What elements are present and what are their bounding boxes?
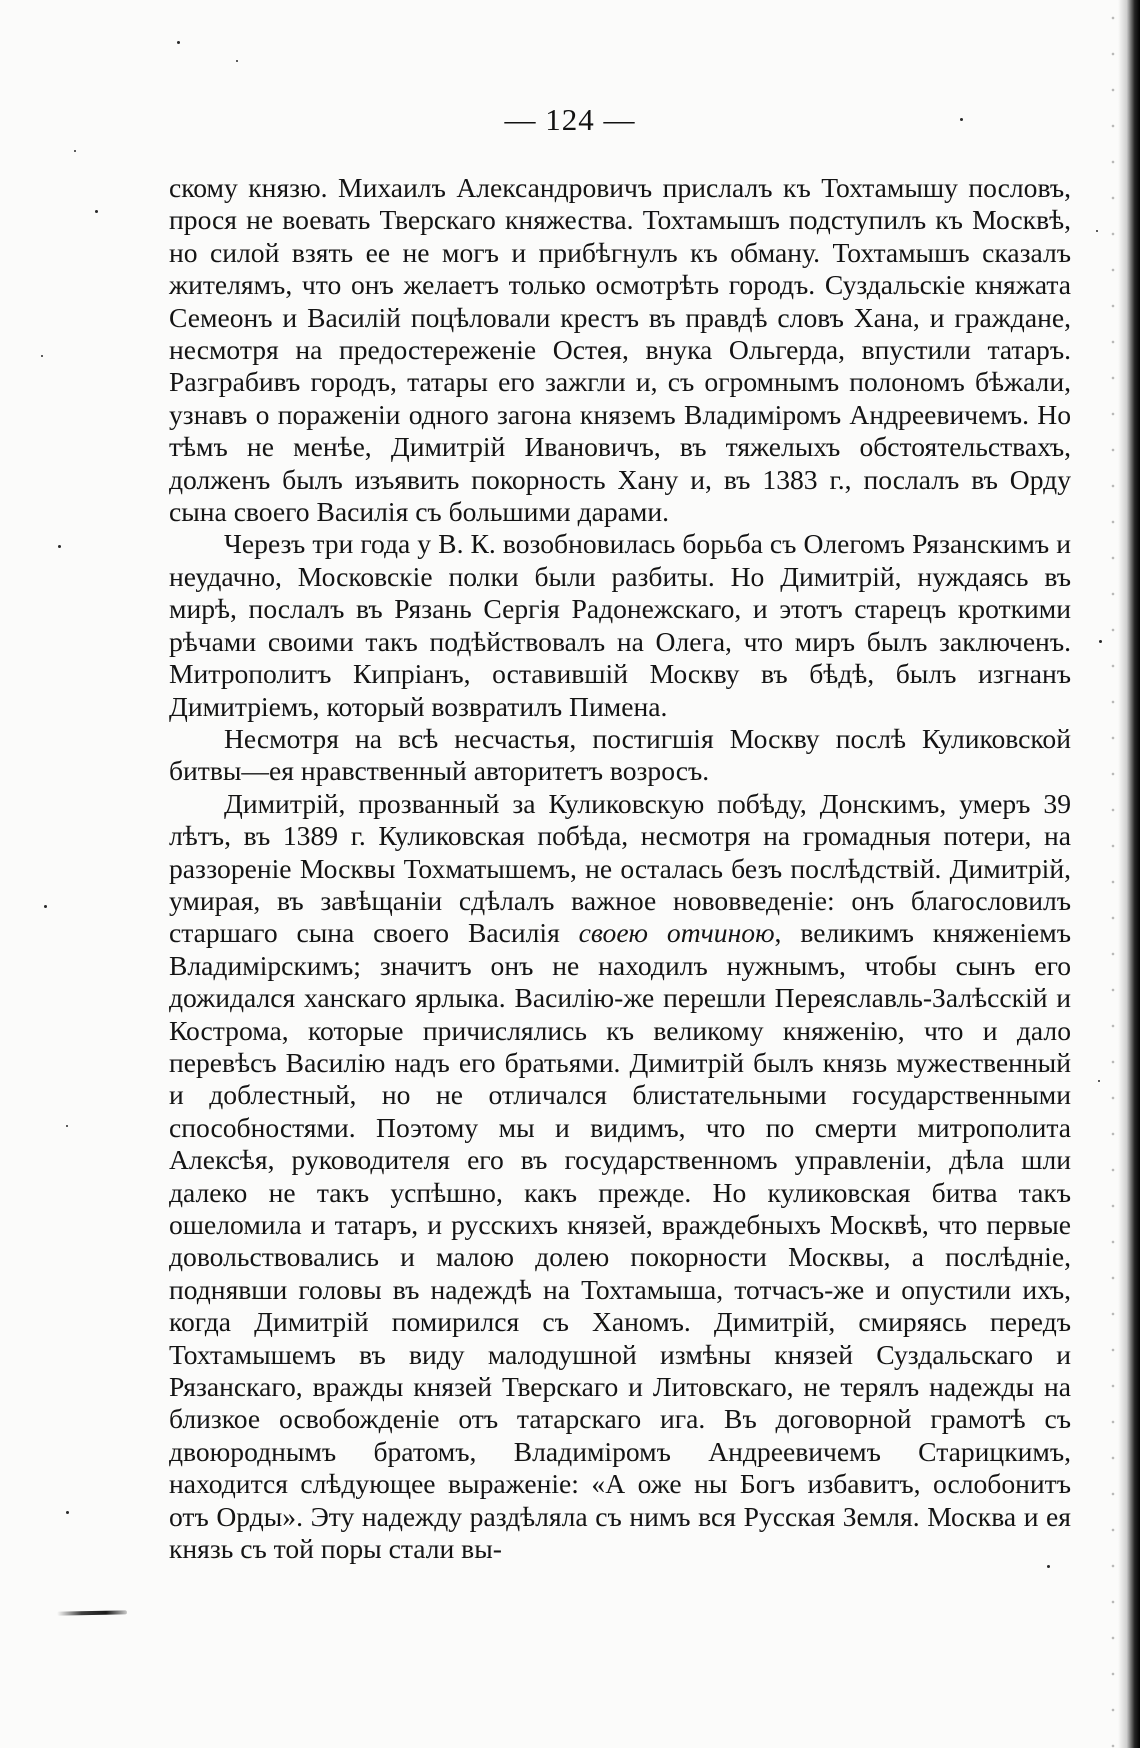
paragraph-4-part-1: Димитрій, прозванный за Куликовскую побѣду, Донскимъ, умеръ 39 лѣтъ, въ 1389 г. Куликовская побѣда, несмотря на громадныя потери, на раззореніе Москвы Тохматышемъ, не осталась безъ послѣдствій. Димитрій, умирая, въ завѣщаніи сдѣлалъ важное нововведеніе: онъ благословилъ старшаго сына своего Василія — [169, 787, 1071, 949]
paragraph-3: Несмотря на всѣ несчастья, постигшія Москву послѣ Куликовской битвы—ея нравственный авторитетъ возросъ. — [169, 722, 1071, 787]
page-number: — 124 — — [504, 102, 636, 137]
text-body — [169, 172, 1071, 1565]
ink-fleck — [41, 355, 43, 357]
ink-fleck — [66, 1511, 69, 1514]
ink-fleck — [177, 41, 180, 44]
paragraph-4-part-2: , великимъ княженіемъ Владимірскимъ; значитъ онъ не находилъ нужнымъ, чтобы сынъ его дожидался ханскаго ярлыка. Василію-же перешли Переяславль-Залѣсскій и Кострома, которые причислялись къ великому княженію, что и дало перевѣсъ Василію надъ его братьями. Димитрій былъ князь мужественный и доблестный, но не отличался блистательными государственными способностями. Поэтому мы и видимъ, что по смерти митрополита Алексѣя, руководителя его въ государственномъ управленіи, дѣла шли далеко не такъ успѣшно, какъ прежде. Но куликовская битва такъ ошеломила и татаръ, и русскихъ князей, враждебныхъ Москвѣ, что первые довольствовались и малою долею покорности Москвы, а послѣдніе, поднявши головы въ надеждѣ на Тохтамыша, тотчасъ-же и опустили ихъ, когда Димитрій помирился съ Ханомъ. Димитрій, смиряясь передъ Тохтамышемъ въ виду малодушной измѣны князей Суздальскаго и Рязанскаго, вражды князей Тверскаго и Литовскаго, не терялъ надежды на близкое освобожденіе отъ татарскаго ига. Въ договорной грамотѣ съ двоюроднымъ братомъ, Владиміромъ Андреевичемъ Старицкимъ, находится слѣдующее выраженіе: «А оже ны Богъ избавитъ, ослобонитъ отъ Орды». Эту надежду раздѣляла съ нимъ вся Русская Земля. Москва и ея князь съ той поры стали вы- — [169, 917, 1071, 1565]
ink-fleck — [58, 545, 61, 548]
ink-fleck — [1098, 1080, 1100, 1082]
ink-fleck — [236, 60, 238, 62]
page-edge-speckles — [1108, 0, 1118, 1748]
ink-fleck — [44, 905, 47, 908]
ink-fleck — [1047, 1565, 1050, 1568]
ink-fleck — [74, 150, 76, 152]
ink-fleck — [1096, 230, 1098, 232]
page-edge-shadow — [1118, 0, 1140, 1748]
ink-smudge — [57, 1610, 127, 1615]
ink-fleck — [960, 118, 963, 121]
ink-fleck — [95, 210, 98, 213]
paragraph-4 — [169, 788, 1071, 1566]
paragraph-2: Черезъ три года у В. К. возобновилась борьба съ Олегомъ Рязанскимъ и неудачно, Московскіе полки были разбиты. Но Димитрій, нуждаясь въ мирѣ, послалъ въ Рязань Сергія Радонежскаго, и этотъ старецъ кроткими рѣчами своими такъ подѣйствовалъ на Олега, что миръ былъ заключенъ. Митрополитъ Кипріанъ, оставившій Москву въ бѣдѣ, былъ изгнанъ Димитріемъ, который возвратилъ Пимена. — [169, 528, 1071, 722]
paragraph-1: скому князю. Михаилъ Александровичъ прислалъ къ Тохтамышу пословъ, прося не воевать Тверскаго княжества. Тохтамышъ подступилъ къ Москвѣ, но силой взять ее не могъ и прибѣгнулъ къ обману. Тохтамышъ сказалъ жителямъ, что онъ желаетъ только осмотрѣть городъ. Суздальскіе княжата Семеонъ и Василій поцѣловали крестъ въ правдѣ словъ Хана, и граждане, несмотря на предостереженіе Остея, внука Ольгерда, впустили татаръ. Разграбивъ городъ, татары его зажгли и, съ огромнымъ полономъ бѣжали, узнавъ о пораженіи одного загона княземъ Владиміромъ Андреевичемъ. Но тѣмъ не менѣе, Димитрій Ивановичъ, въ тяжелыхъ обстоятельствахъ, долженъ былъ изъявить покорность Хану и, въ 1383 г., послалъ въ Орду сына своего Василія съ большими дарами. — [169, 172, 1071, 528]
paragraph-4-italic-phrase: своею отчиною — [578, 917, 775, 949]
ink-fleck — [66, 1125, 68, 1127]
ink-fleck — [1099, 640, 1102, 643]
